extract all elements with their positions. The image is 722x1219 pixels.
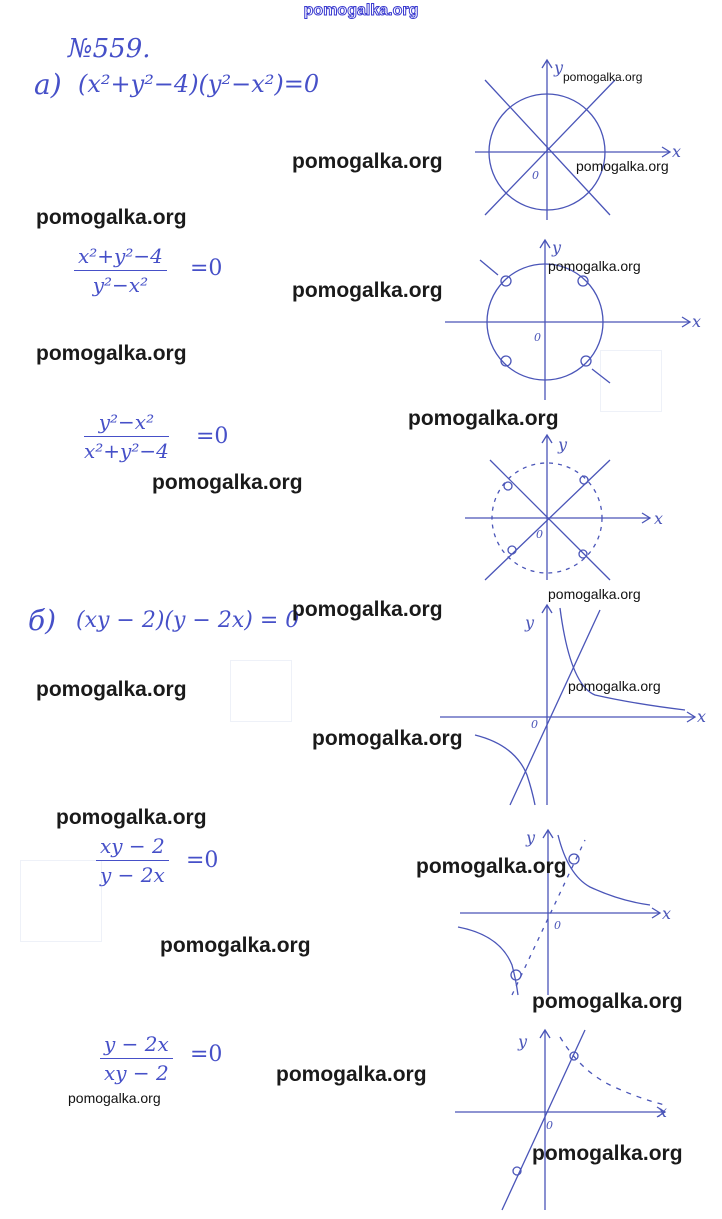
watermark: pomogalka.org xyxy=(36,342,187,365)
fraction-denominator: y − 2x xyxy=(100,863,165,887)
watermark: pomogalka.org xyxy=(276,1063,427,1086)
hole-point xyxy=(504,482,512,490)
part-b-fraction-2 xyxy=(100,1032,173,1085)
y-axis-label: y xyxy=(554,58,564,77)
fraction-denominator: x²+y²−4 xyxy=(84,439,169,463)
tick-right xyxy=(592,369,610,383)
graph-b-hyperbola-with-holes xyxy=(450,825,680,1000)
y-axis-label: y xyxy=(558,435,568,454)
part-a-fraction-1 xyxy=(74,244,167,297)
watermark: pomogalka.org xyxy=(548,258,641,274)
x-axis-label: x xyxy=(692,312,702,331)
hole-point xyxy=(511,970,521,980)
y-axis-label: y xyxy=(526,828,536,847)
graph-a-lines-with-holes xyxy=(460,430,680,585)
x-axis-label: x xyxy=(658,1102,668,1121)
watermark: pomogalka.org xyxy=(416,855,567,878)
y-axis-label: y xyxy=(552,238,562,257)
watermark: pomogalka.org xyxy=(36,678,187,701)
part-b-equation: (xy − 2)(y − 2x) = 0 xyxy=(76,608,300,633)
watermark: pomogalka.org xyxy=(56,806,207,829)
hole-point xyxy=(501,276,511,286)
hole-point xyxy=(508,546,516,554)
hole-point xyxy=(569,854,579,864)
watermark: pomogalka.org xyxy=(36,206,187,229)
part-a-fraction-2 xyxy=(84,410,169,463)
line-y-eq-2x xyxy=(502,1030,585,1210)
hole-point xyxy=(579,550,587,558)
origin-label: 0 xyxy=(531,718,538,731)
y-axis-label: y xyxy=(525,613,535,632)
fraction-numerator: y²−x² xyxy=(84,410,169,437)
x-axis-label: x xyxy=(662,904,672,923)
watermark: pomogalka.org xyxy=(292,279,443,302)
origin-label: 0 xyxy=(536,528,543,541)
x-axis-label: x xyxy=(697,707,707,726)
part-b-fraction-2-rhs: =0 xyxy=(190,1042,223,1067)
hole-point xyxy=(581,356,591,366)
watermark: pomogalka.org xyxy=(312,727,463,750)
hyperbola-branch-1 xyxy=(558,835,650,905)
part-a-label: а) xyxy=(34,68,62,101)
part-a-fraction-1-rhs: =0 xyxy=(190,256,223,281)
part-a-equation: (x²+y²−4)(y²−x²)=0 xyxy=(78,70,320,98)
origin-label: 0 xyxy=(546,1119,553,1132)
problem-number: №559. xyxy=(68,34,151,64)
fraction-numerator: xy − 2 xyxy=(96,834,169,861)
part-b-fraction-1 xyxy=(96,834,169,887)
fraction-denominator: y²−x² xyxy=(92,273,149,297)
watermark: pomogalka.org xyxy=(563,70,643,84)
part-b-label: б) xyxy=(28,604,57,637)
watermark: pomogalka.org xyxy=(568,678,661,694)
fraction-numerator: x²+y²−4 xyxy=(74,244,167,271)
hyperbola-branch-1 xyxy=(560,608,685,710)
x-axis-label: x xyxy=(654,509,664,528)
origin-label: 0 xyxy=(554,919,561,932)
watermark: pomogalka.org xyxy=(576,158,669,174)
origin-label: 0 xyxy=(534,331,541,344)
watermark: pomogalka.org xyxy=(292,598,443,621)
watermark: pomogalka.org xyxy=(292,150,443,173)
graph-b-line-with-holes xyxy=(450,1025,680,1215)
background-grid xyxy=(20,860,102,942)
watermark: pomogalka.org xyxy=(160,934,311,957)
x-axis-label: x xyxy=(672,142,682,161)
watermark: pomogalka.org xyxy=(68,1090,161,1106)
line-y-eq-2x xyxy=(510,610,600,805)
watermark: pomogalka.org xyxy=(532,1142,683,1165)
graph-b-hyperbola-and-line xyxy=(435,600,705,810)
y-axis-label: y xyxy=(518,1032,528,1051)
part-b-fraction-1-rhs: =0 xyxy=(186,848,219,873)
part-a-fraction-2-rhs: =0 xyxy=(196,424,229,449)
watermark: pomogalka.org xyxy=(532,990,683,1013)
watermark: pomogalka.org xyxy=(408,407,559,430)
header-watermark: pomogalka.org xyxy=(303,2,419,19)
origin-label: 0 xyxy=(532,169,539,182)
fraction-denominator: xy − 2 xyxy=(104,1061,169,1085)
tick-left xyxy=(480,260,498,275)
background-grid xyxy=(230,660,292,722)
dashed-hyperbola xyxy=(560,1037,665,1105)
watermark: pomogalka.org xyxy=(548,586,641,602)
fraction-numerator: y − 2x xyxy=(100,1032,173,1059)
watermark: pomogalka.org xyxy=(152,471,303,494)
hyperbola-branch-2 xyxy=(458,927,518,995)
